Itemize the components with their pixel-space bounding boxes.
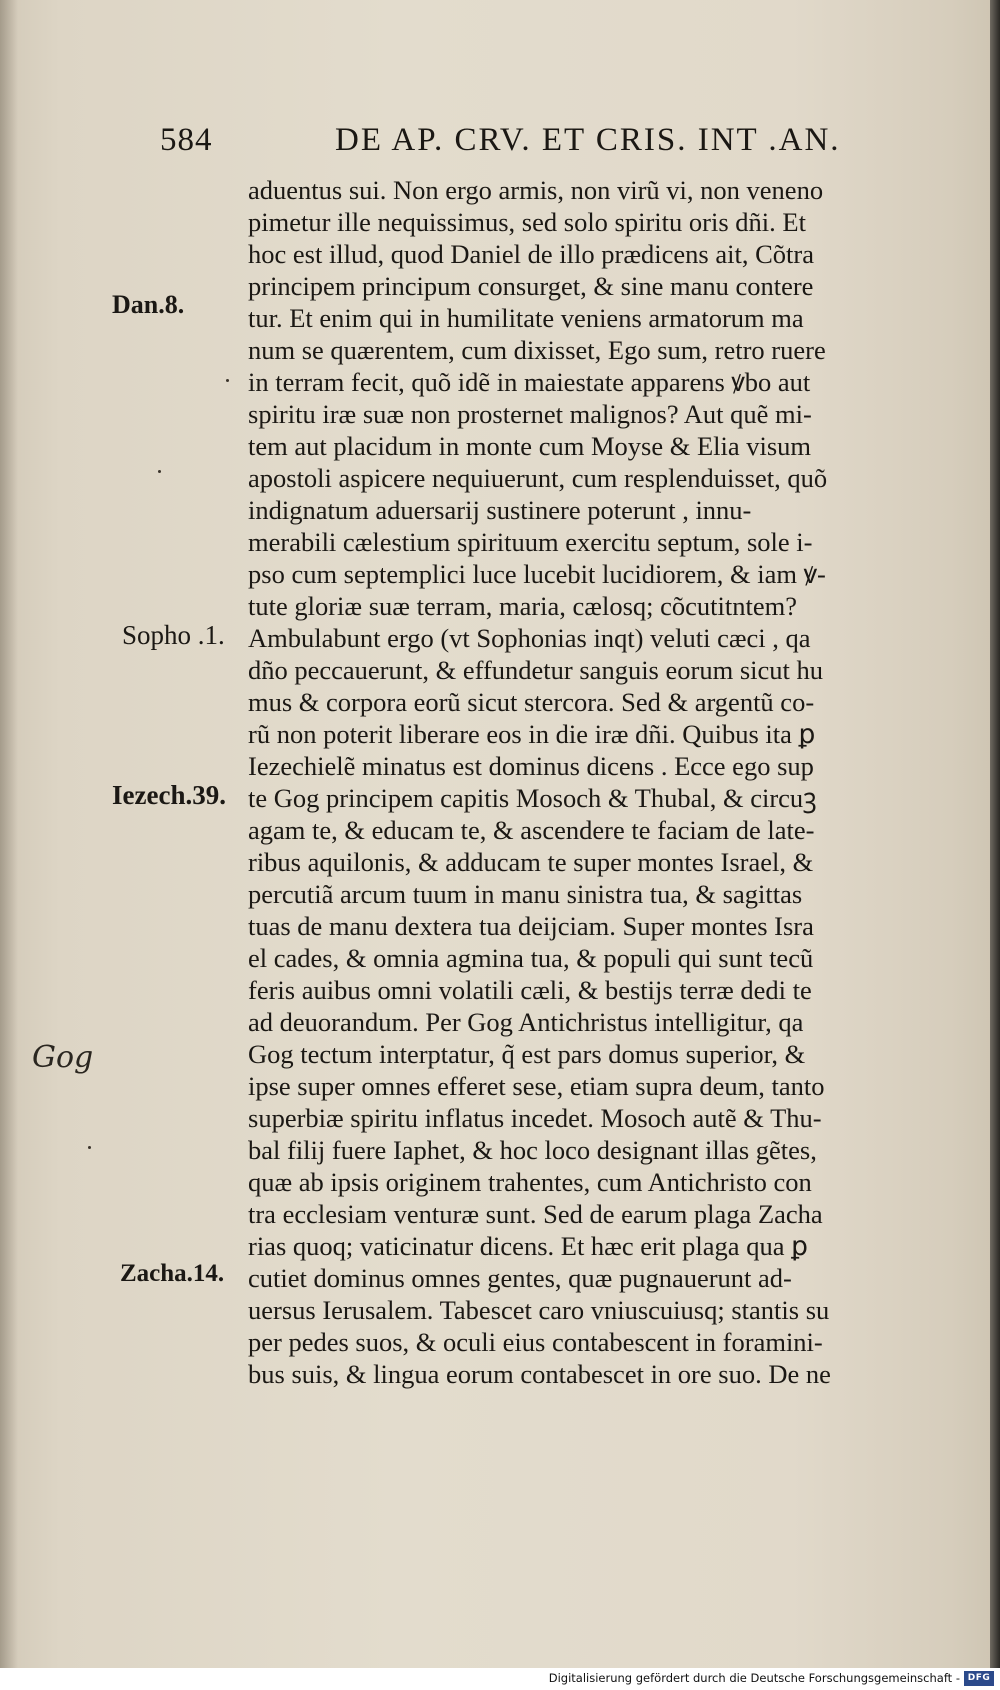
text-line: spiritu iræ suæ non prosternet malignos? Aut quẽ mi-: [248, 399, 812, 429]
ink-speck: [226, 379, 229, 382]
text-line: in terram fecit, quõ idẽ in maiestate apparens ꝟbo aut: [248, 367, 811, 397]
text-line: per pedes suos, & oculi eius contabescent in foramini-: [248, 1327, 823, 1357]
spine-shadow: [0, 0, 18, 1668]
text-line: indignatum aduersarij sustinere poterunt , innu-: [248, 495, 752, 525]
text-line: apostoli aspicere nequiuerunt, cum resplenduisset, quõ: [248, 463, 828, 493]
text-line: quæ ab ipsis originem trahentes, cum Antichristo con: [248, 1167, 812, 1197]
dfg-logo: DFG: [964, 1671, 994, 1686]
text-line: pso cum septemplici luce lucebit lucidiorem, & iam ꝟ-: [248, 559, 826, 589]
text-line: tute gloriæ suæ terram, maria, cælosq; cõcutitntem?: [248, 591, 798, 621]
text-line: bal filij fuere Iaphet, & hoc loco designant illas gẽtes,: [248, 1135, 817, 1165]
text-line: mus & corpora eorũ sicut stercora. Sed & argentũ co-: [248, 687, 815, 717]
text-line: bus suis, & lingua eorum contabescet in ore suo. De ne: [248, 1359, 831, 1389]
page-edge: [990, 0, 1000, 1668]
text-line: hoc est illud, quod Daniel de illo prædicens ait, Cõtra: [248, 239, 814, 269]
text-line: rũ non poterit liberare eos in die iræ dñi. Quibus ita ꝑ: [248, 719, 816, 749]
text-line: uersus Ierusalem. Tabescet caro vniuscuiusq; stantis su: [248, 1295, 830, 1325]
text-line: ipse super omnes efferet sese, etiam supra deum, tanto: [248, 1071, 825, 1101]
footer-bar: [0, 1668, 1000, 1690]
running-title: DE AP. CRV. ET CRIS. INT .AN.: [335, 122, 841, 158]
text-line: Gog tectum interptatur, q̃ est pars domus superior, &: [248, 1039, 806, 1069]
text-line: agam te, & educam te, & ascendere te faciam de late-: [248, 815, 815, 845]
text-line: te Gog principem capitis Mosoch & Thubal, & circuꝫ: [248, 783, 817, 813]
text-line: feris auibus omni volatili cæli, & bestijs terræ dedi te: [248, 975, 812, 1005]
footer-credit: Digitalisierung gefördert durch die Deutsche Forschungsgemeinschaft -: [548, 1671, 960, 1685]
text-line: tra ecclesiam venturæ sunt. Sed de earum plaga Zacha: [248, 1199, 823, 1229]
text-line: cutiet dominus omnes gentes, quæ pugnauerunt ad-: [248, 1263, 792, 1293]
margin-note-sopho: Sopho .1.: [122, 620, 225, 650]
text-line: el cades, & omnia agmina tua, & populi qui sunt tecũ: [248, 943, 814, 973]
margin-note-iezech: Iezech.39.: [112, 780, 226, 810]
text-line: pimetur ille nequissimus, sed solo spiritu oris dñi. Et: [248, 207, 806, 237]
text-line: Iezechielẽ minatus est dominus dicens . Ecce ego sup: [248, 751, 814, 781]
body-text: [248, 174, 938, 1390]
text-line: aduentus sui. Non ergo armis, non virũ vi, non veneno: [248, 175, 824, 205]
text-line: tem aut placidum in monte cum Moyse & Elia visum: [248, 431, 812, 461]
ink-speck: [88, 1146, 91, 1149]
text-line: ribus aquilonis, & adducam te super montes Israel, &: [248, 847, 814, 877]
text-line: rias quoq; vaticinatur dicens. Et hæc erit plaga qua ꝑ: [248, 1231, 808, 1261]
text-line: superbiæ spiritu inflatus incedet. Mosoch autẽ & Thu-: [248, 1103, 822, 1133]
text-line: merabili cælestium spirituum exercitu septum, sole i-: [248, 527, 813, 557]
margin-note-dan: Dan.8.: [112, 290, 185, 319]
text-line: principem principum consurget, & sine manu contere: [248, 271, 814, 301]
text-line: Ambulabunt ergo (vt Sophonias inqt) veluti cæci , qa: [248, 623, 811, 653]
text-line: tur. Et enim qui in humilitate veniens armatorum ma: [248, 303, 804, 333]
ink-speck: [158, 470, 161, 473]
margin-note-gog-handwritten: Gog: [32, 1040, 94, 1075]
text-line: dño peccauerunt, & effundetur sanguis eorum sicut hu: [248, 655, 823, 685]
page-number: 584: [160, 122, 213, 158]
running-head: [160, 122, 900, 166]
text-line: percutiã arcum tuum in manu sinistra tua, & sagittas: [248, 879, 803, 909]
margin-note-zacha: Zacha.14.: [120, 1260, 225, 1287]
text-line: tuas de manu dextera tua deijciam. Super montes Isra: [248, 911, 814, 941]
text-line: ad deuorandum. Per Gog Antichristus intelligitur, qa: [248, 1007, 804, 1037]
text-line: num se quærentem, cum dixisset, Ego sum, retro ruere: [248, 335, 826, 365]
